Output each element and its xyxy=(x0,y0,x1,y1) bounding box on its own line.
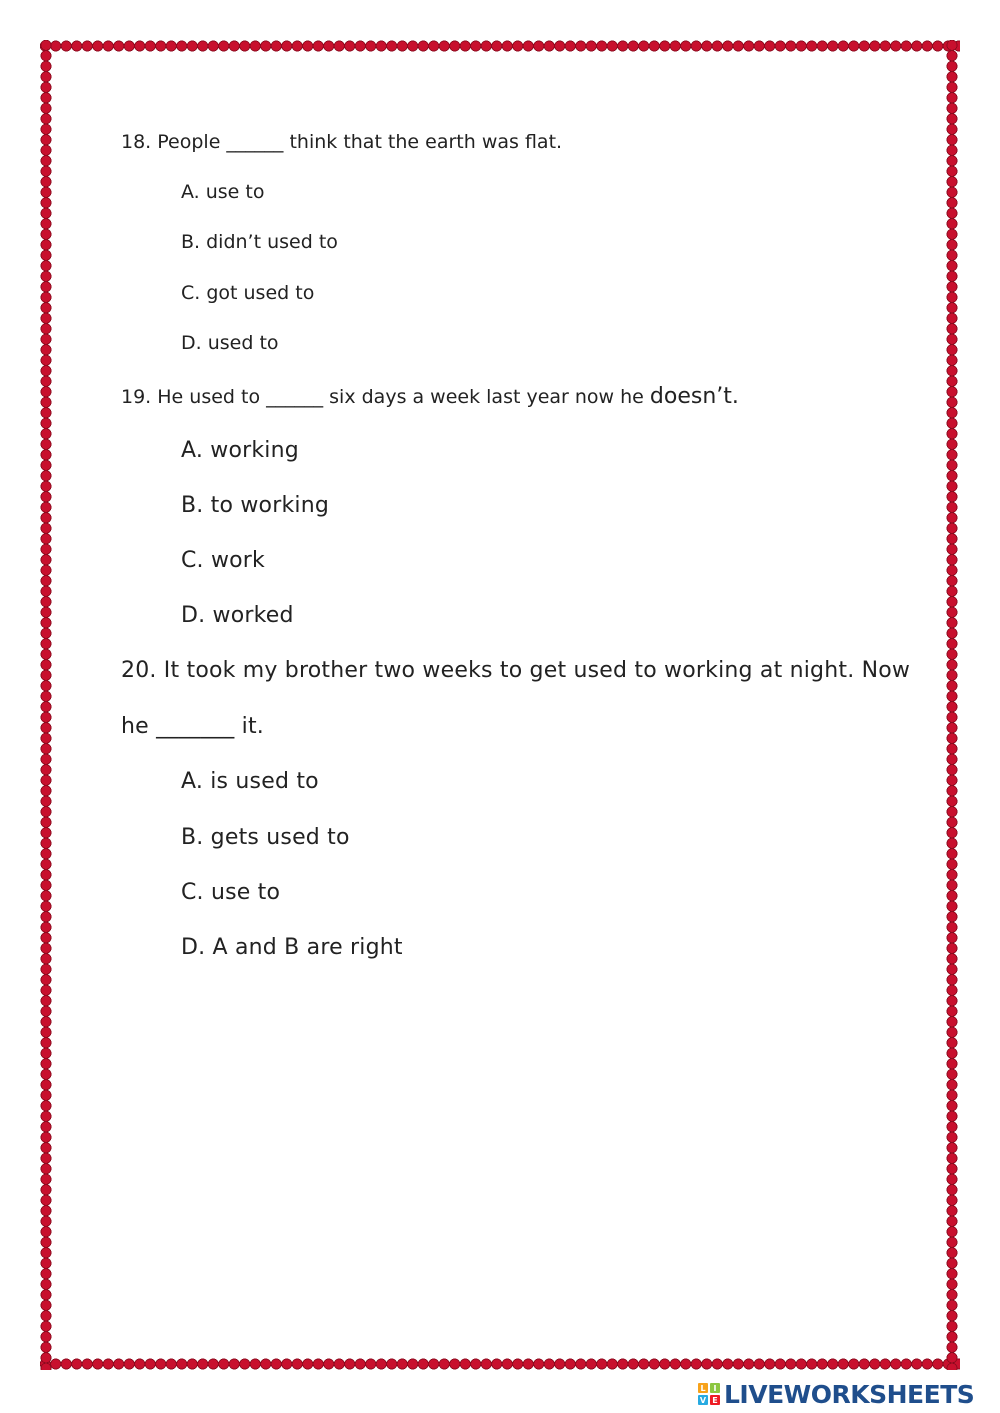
question-20-line-2: he _______ it. xyxy=(121,714,264,739)
q19-prompt-end: doesn’t. xyxy=(649,384,739,409)
liveworksheets-watermark[interactable] xyxy=(698,1378,974,1410)
q20-option-a: A. is used to xyxy=(181,769,319,794)
question-18: 18. People ______ think that the earth was flat. xyxy=(121,131,563,153)
q18-option-b: B. didn’t used to xyxy=(181,231,338,253)
question-20-line-1: 20. It took my brother two weeks to get used to working at night. Now xyxy=(121,658,911,683)
q18-option-c: C. got used to xyxy=(181,282,315,304)
question-19 xyxy=(121,384,739,409)
border-bottom xyxy=(40,1358,960,1370)
logo-letter-l: L xyxy=(698,1383,708,1393)
q19-prompt-start: 19. He used to ______ six days a week last year now he xyxy=(121,386,650,408)
liveworksheets-wordmark: LIVEWORKSHEETS xyxy=(724,1379,975,1409)
q18-option-a: A. use to xyxy=(181,181,265,203)
q20-option-d: D. A and B are right xyxy=(181,935,403,960)
q20-option-b: B. gets used to xyxy=(181,825,350,850)
border-right xyxy=(946,40,958,1370)
q20-option-c: C. use to xyxy=(181,880,281,905)
q19-option-d: D. worked xyxy=(181,603,294,628)
border-left xyxy=(40,40,52,1370)
q18-option-d: D. used to xyxy=(181,332,279,354)
liveworksheets-logo-icon xyxy=(698,1383,720,1405)
q19-option-b: B. to working xyxy=(181,493,330,518)
logo-letter-e: E xyxy=(710,1395,720,1405)
q19-option-a: A. working xyxy=(181,438,299,463)
q19-option-c: C. work xyxy=(181,548,265,573)
logo-letter-v: V xyxy=(699,1395,707,1405)
logo-letter-i: I xyxy=(710,1383,720,1393)
border-top xyxy=(40,40,960,52)
